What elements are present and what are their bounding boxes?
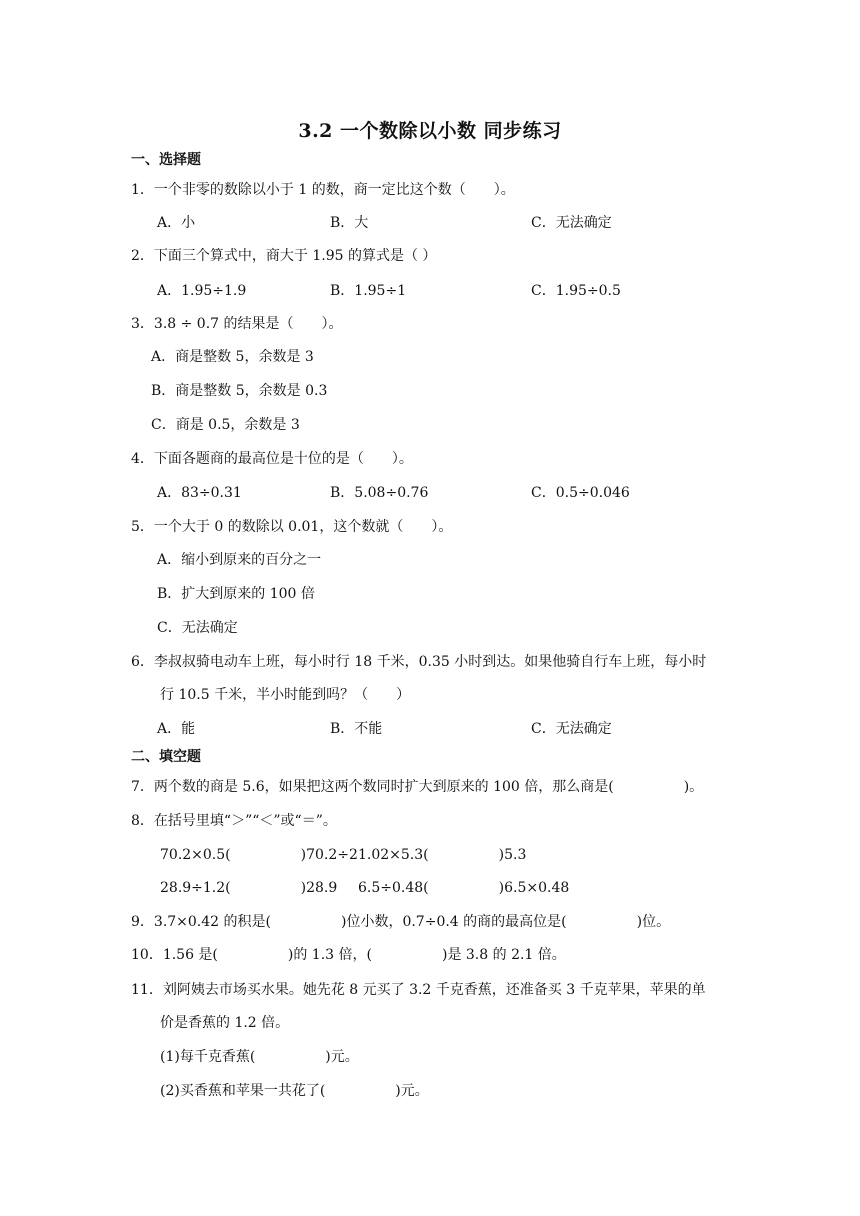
question-11-line-1: 11．刘阿姨去市场买水果。她先花 8 元买了 3.2 千克香蕉，还准备买 3 千克苹果，苹果的单 <box>131 982 706 998</box>
q8-compare-4: 6.5÷0.48( )6.5×0.48 <box>358 880 570 896</box>
q6-option-a: A．能 <box>157 721 196 737</box>
q8-compare-1: 70.2×0.5( )70.2÷2 <box>160 847 358 863</box>
question-7: 7．两个数的商是 5.6，如果把这两个数同时扩大到原来的 100 倍，那么商是( )。 <box>131 779 704 795</box>
section-heading-fill: 二、填空题 <box>131 749 201 765</box>
q8-compare-2: 1.02×5.3( )5.3 <box>358 847 527 863</box>
section-heading-choice: 一、选择题 <box>131 152 201 168</box>
q4-option-a: A．83÷0.31 <box>157 485 242 501</box>
question-9: 9．3.7×0.42 的积是( )位小数，0.7÷0.4 的商的最高位是( )位。 <box>131 914 671 930</box>
q1-option-b: B．大 <box>330 215 369 231</box>
q4-option-b: B．5.08÷0.76 <box>330 485 429 501</box>
q2-option-c: C．1.95÷0.5 <box>531 283 621 299</box>
question-10: 10．1.56 是( )的 1.3 倍，( )是 3.8 的 2.1 倍。 <box>131 947 566 963</box>
question-6-line-2: 行 10.5 千米，半小时能到吗？（ ） <box>160 687 411 703</box>
q1-option-c: C．无法确定 <box>531 215 612 231</box>
q11-part-1: (1)每千克香蕉( )元。 <box>160 1049 359 1065</box>
q2-option-a: A．1.95÷1.9 <box>157 283 247 299</box>
question-11-line-2: 价是香蕉的 1.2 倍。 <box>160 1015 290 1031</box>
question-4: 4．下面各题商的最高位是十位的是（ ）。 <box>131 451 413 467</box>
q8-compare-3: 28.9÷1.2( )28.9 <box>160 880 338 896</box>
q3-option-b: B．商是整数 5，余数是 0.3 <box>151 383 328 399</box>
q3-option-a: A．商是整数 5，余数是 3 <box>151 349 314 365</box>
q5-option-a: A．缩小到原来的百分之一 <box>157 552 322 568</box>
q1-option-a: A．小 <box>157 215 196 231</box>
q2-option-b: B．1.95÷1 <box>330 283 407 299</box>
q11-part-2: (2)买香蕉和苹果一共花了( )元。 <box>160 1083 429 1099</box>
question-1: 1．一个非零的数除以小于 1 的数，商一定比这个数（ ）。 <box>131 182 515 198</box>
question-2: 2．下面三个算式中，商大于 1.95 的算式是（ ） <box>131 248 437 264</box>
question-5: 5．一个大于 0 的数除以 0.01，这个数就（ ）。 <box>131 519 453 535</box>
q5-option-b: B．扩大到原来的 100 倍 <box>157 586 315 602</box>
question-6-line-1: 6．李叔叔骑电动车上班，每小时行 18 千米，0.35 小时到达。如果他骑自行车上班，每小时 <box>131 654 707 670</box>
q6-option-b: B．不能 <box>330 721 383 737</box>
question-8: 8．在括号里填“＞”“＜”或“＝”。 <box>131 813 337 829</box>
question-3: 3．3.8 ÷ 0.7 的结果是（ ）。 <box>131 316 343 332</box>
q6-option-c: C．无法确定 <box>531 721 612 737</box>
q4-option-c: C．0.5÷0.046 <box>531 485 630 501</box>
q5-option-c: C．无法确定 <box>157 620 238 636</box>
page-title: 3.2 一个数除以小数 同步练习 <box>298 120 562 142</box>
q3-option-c: C．商是 0.5，余数是 3 <box>151 417 300 433</box>
